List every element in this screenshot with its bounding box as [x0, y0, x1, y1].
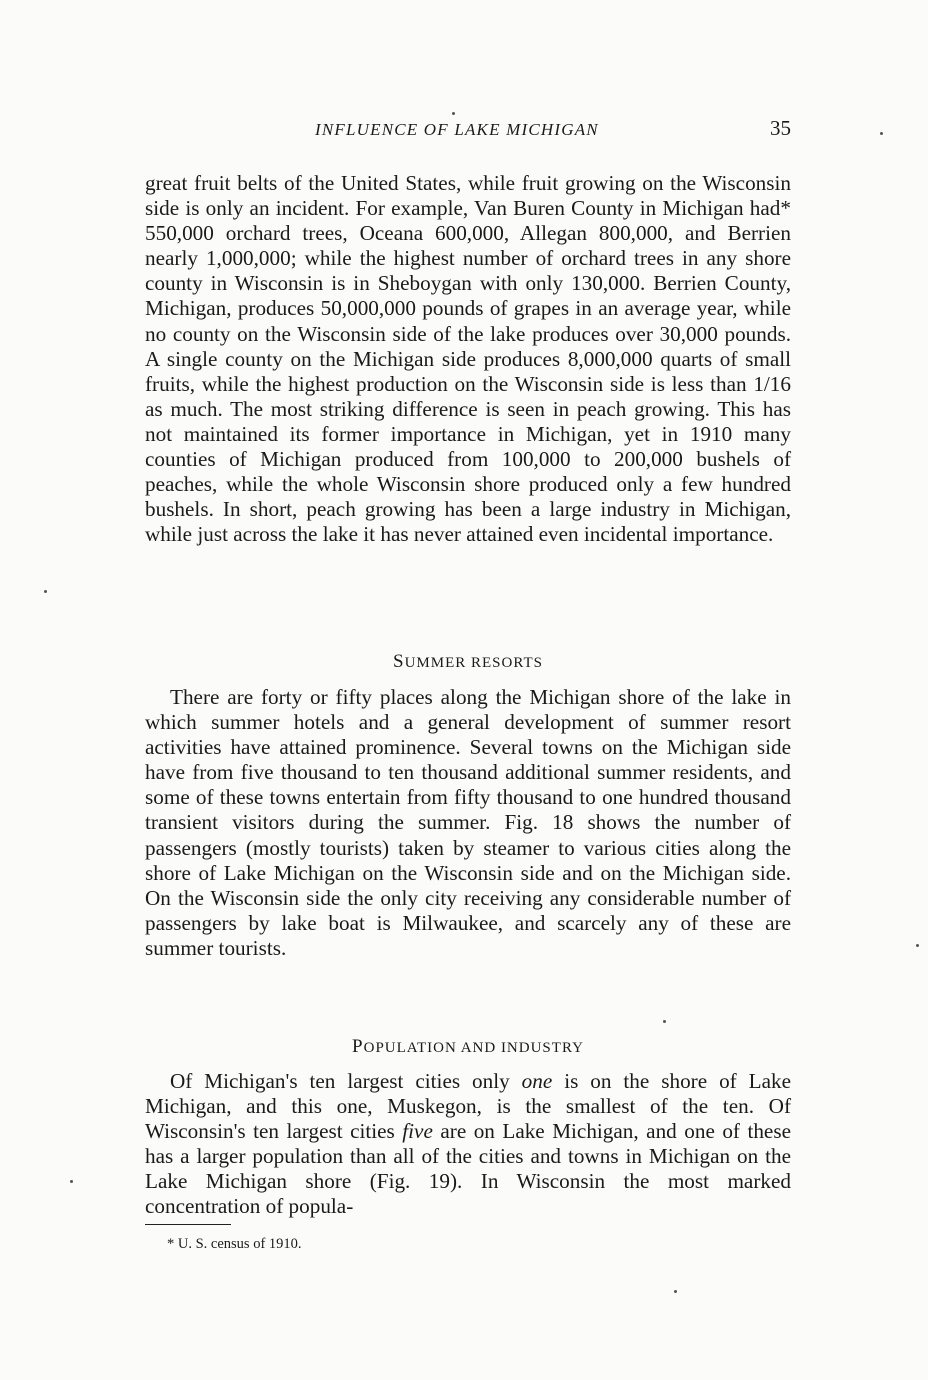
print-speck: [880, 132, 883, 135]
emphasis-five: five: [402, 1119, 433, 1144]
section-heading-population-industry: [145, 1036, 791, 1058]
text-run: are on Lake Michigan, and one of these has a larger population than all of the cities and towns in Michigan on the Lake Michigan shore (Fig. 19). In Wisconsin the most marked concentration of popula-: [145, 1119, 791, 1219]
heading-rest: UMMER RESORTS: [404, 655, 543, 671]
print-speck: [674, 1290, 677, 1293]
heading-initial: S: [393, 651, 405, 672]
paragraph-population-industry: [145, 1069, 791, 1220]
running-header: [145, 116, 791, 146]
print-speck: [452, 112, 455, 115]
emphasis-one: one: [521, 1069, 553, 1093]
section-heading-summer-resorts: [145, 651, 791, 673]
page-number: 35: [770, 116, 791, 140]
paragraph-summer-resorts: There are forty or fifty places along the Michigan shore of the lake in which summer hotels and a general development of summer resort activities have attained prominence. Several towns on the Michigan side have from five thousand to ten thousand additional summer residents, and some of these towns entertain from fifty thousand to one hundred thousand transient visitors during the summer. Fig. 18 shows the number of passengers (mostly tourists) taken by steamer to various cities along the shore of Lake Michigan on the Wisconsin side and on the Michigan side. On the Wisconsin side the only city receiving any considerable number of passengers by lake boat is Milwaukee, and scarcely any of these are summer tourists.: [145, 685, 791, 960]
footnote: * U. S. census of 1910.: [167, 1236, 302, 1252]
text-run: is on the shore of Lake Michigan, and this one, Muskegon, is the smallest of the ten. Of Wisconsin's ten largest cities: [145, 1069, 792, 1144]
text-run: Of Michigan's ten largest cities only: [170, 1069, 522, 1093]
print-speck: [663, 1020, 666, 1023]
print-speck: [916, 944, 919, 947]
heading-initial: P: [352, 1036, 364, 1057]
footnote-rule: [145, 1224, 231, 1225]
paragraph-fruit-growing: great fruit belts of the United States, while fruit growing on the Wisconsin side is only an incident. For example, Van Buren County in Michigan had* 550,000 orchard trees, Oceana 600,000, Allegan 800,000, and Berrien nearly 1,000,000; while the highest number of orchard trees in any shore county in Wisconsin is in Sheboygan with only 130,000. Berrien County, Michigan, produces 50,000,000 pounds of grapes in an average year, while no county on the Wisconsin side of the lake produces over 30,000 pounds. A single county on the Michigan side produces 8,000,000 quarts of small fruits, while the highest production on the Wisconsin side is less than 1/16 as much. The most striking difference is seen in peach growing. This has not maintained its former importance in Michigan, yet in 1910 many counties of Michigan produced from 100,000 to 200,000 bushels of peaches, while the whole Wisconsin shore produced only a few hundred bushels. In short, peach growing has been a large industry in Michigan, while just across the lake it has never attained even incidental importance.: [145, 171, 791, 547]
running-title: INFLUENCE OF LAKE MICHIGAN: [315, 120, 599, 139]
print-speck: [70, 1180, 73, 1183]
print-speck: [44, 590, 47, 593]
heading-rest: OPULATION AND INDUSTRY: [363, 1040, 584, 1056]
